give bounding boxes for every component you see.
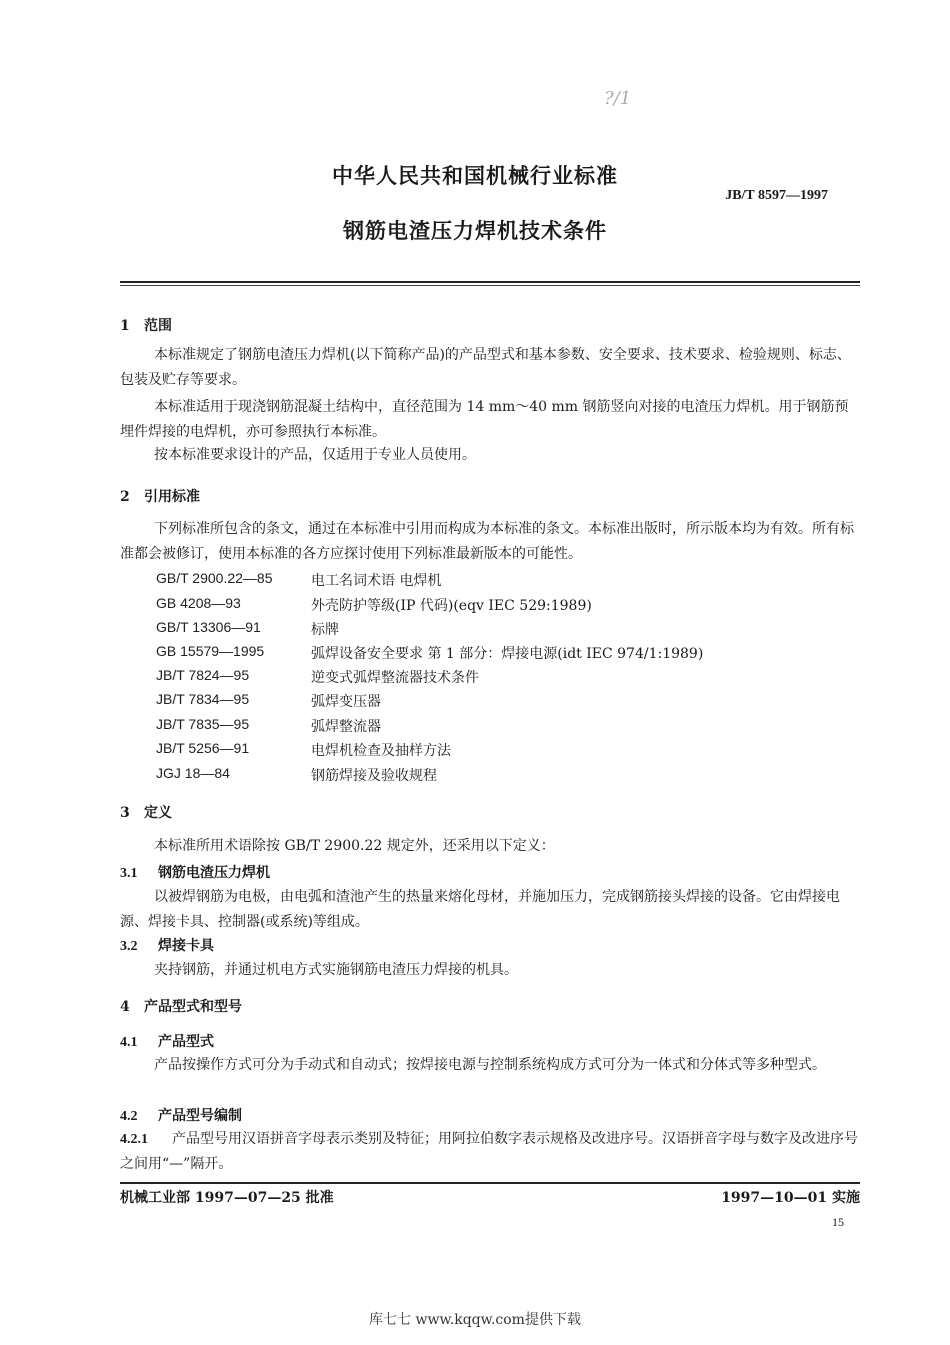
reference-code: JGJ 18—84 [156,765,230,781]
section-3-intro: 本标准所用术语除按 GB/T 2900.22 规定外，还采用以下定义： [154,838,555,854]
standard-code: JB/T 8597—1997 [725,188,828,203]
section-title: 引用标准 [144,489,200,505]
header-rule [120,281,860,283]
section-1-paragraph-1: 本标准规定了钢筋电渣压力焊机(以下简称产品)的产品型式和基本参数、安全要求、技术要求、检验规则、标志、包装及贮存等要求。 [120,347,851,388]
subsection-number: 3.1 [120,866,138,881]
subsection-title: 产品型式 [158,1034,214,1050]
subsection-number: 4.2 [120,1109,138,1124]
subsection-3-2-text: 夹持钢筋，并通过机电方式实施钢筋电渣压力焊接的机具。 [154,962,518,978]
issuing-organization: 中华人民共和国机械行业标准 [332,163,618,188]
handwritten-mark: ?/1 [604,88,632,109]
section-4-heading [120,996,242,1016]
section-title: 产品型式和型号 [144,999,242,1015]
section-title: 定义 [144,805,172,821]
approval-date: 机械工业部 1997—07—25 批准 [120,1190,334,1206]
subsection-title: 产品型号编制 [158,1108,242,1124]
subsection-4-1-heading [120,1031,214,1051]
subsection-3-1-heading [120,862,270,882]
reference-title: 逆变式弧焊整流器技术条件 [311,670,479,686]
section-number: 1 [120,318,130,334]
section-1-paragraph-2: 本标准适用于现浇钢筋混凝土结构中，直径范围为 14 mm～40 mm 钢筋竖向对接的电渣压力焊机。用于钢筋预埋件焊接的电焊机，亦可参照执行本标准。 [120,399,849,440]
subsection-4-2-heading [120,1105,242,1125]
section-2-intro: 下列标准所包含的条文，通过在本标准中引用而构成为本标准的条文。本标准出版时，所示版本均为有效。所有标准都会被修订，使用本标准的各方应探讨使用下列标准最新版本的可能性。 [120,521,854,562]
subsection-title: 焊接卡具 [158,938,214,954]
section-number: 2 [120,489,130,505]
footer-rule [120,1182,860,1184]
subsection-number: 4.1 [120,1035,138,1050]
subsection-4-2-1-text [120,1127,862,1177]
subsection-title: 钢筋电渣压力焊机 [158,865,270,881]
section-3-heading [120,802,172,822]
reference-title: 钢筋焊接及验收规程 [311,768,437,784]
section-title: 范围 [144,318,172,334]
reference-code: GB 15579—1995 [156,643,265,659]
reference-title: 电焊机检查及抽样方法 [311,743,451,759]
page-number: 15 [832,1215,844,1229]
reference-code: GB/T 13306—91 [156,619,261,635]
subsection-4-1-text: 产品按操作方式可分为手动式和自动式；按焊接电源与控制系统构成方式可分为一体式和分体式等多种型式。 [154,1057,826,1073]
implementation-date: 1997—10—01 实施 [721,1190,860,1206]
section-2-heading [120,486,200,506]
section-number: 4 [120,999,130,1015]
reference-title: 电工名词术语 电焊机 [311,573,442,589]
subsection-3-2-heading [120,935,214,955]
header-rule-thin [120,285,860,286]
reference-code: JB/T 7824—95 [156,667,250,683]
subsection-number: 3.2 [120,939,138,954]
section-number: 3 [120,805,130,821]
reference-title: 弧焊整流器 [311,719,381,735]
subsection-number: 4.2.1 [120,1132,148,1147]
reference-code: GB/T 2900.22—85 [156,570,273,586]
reference-code: JB/T 7835—95 [156,716,250,732]
reference-title: 标牌 [311,622,339,638]
section-1-paragraph-3: 按本标准要求设计的产品，仅适用于专业人员使用。 [154,447,476,463]
reference-code: JB/T 7834—95 [156,691,250,707]
subsection-3-1-text: 以被焊钢筋为电极，由电弧和渣池产生的热量来熔化母材，并施加压力，完成钢筋接头焊接的设备。它由焊接电源、焊接卡具、控制器(或系统)等组成。 [120,889,840,930]
reference-code: JB/T 5256—91 [156,740,250,756]
reference-title: 弧焊变压器 [311,694,381,710]
document-title: 钢筋电渣压力焊机技术条件 [343,218,607,243]
reference-code: GB 4208—93 [156,595,241,611]
reference-title: 外壳防护等级(IP 代码)(eqv IEC 529:1989) [311,598,592,614]
reference-title: 弧焊设备安全要求 第 1 部分：焊接电源(idt IEC 974/1:1989) [311,646,704,662]
section-1-heading [120,315,172,335]
subsection-body: 产品型号用汉语拼音字母表示类别及特征；用阿拉伯数字表示规格及改进序号。汉语拼音字母与数字及改进序号之间用“—”隔开。 [120,1131,858,1172]
download-watermark: 库七七 www.kqqw.com提供下载 [369,1312,581,1328]
